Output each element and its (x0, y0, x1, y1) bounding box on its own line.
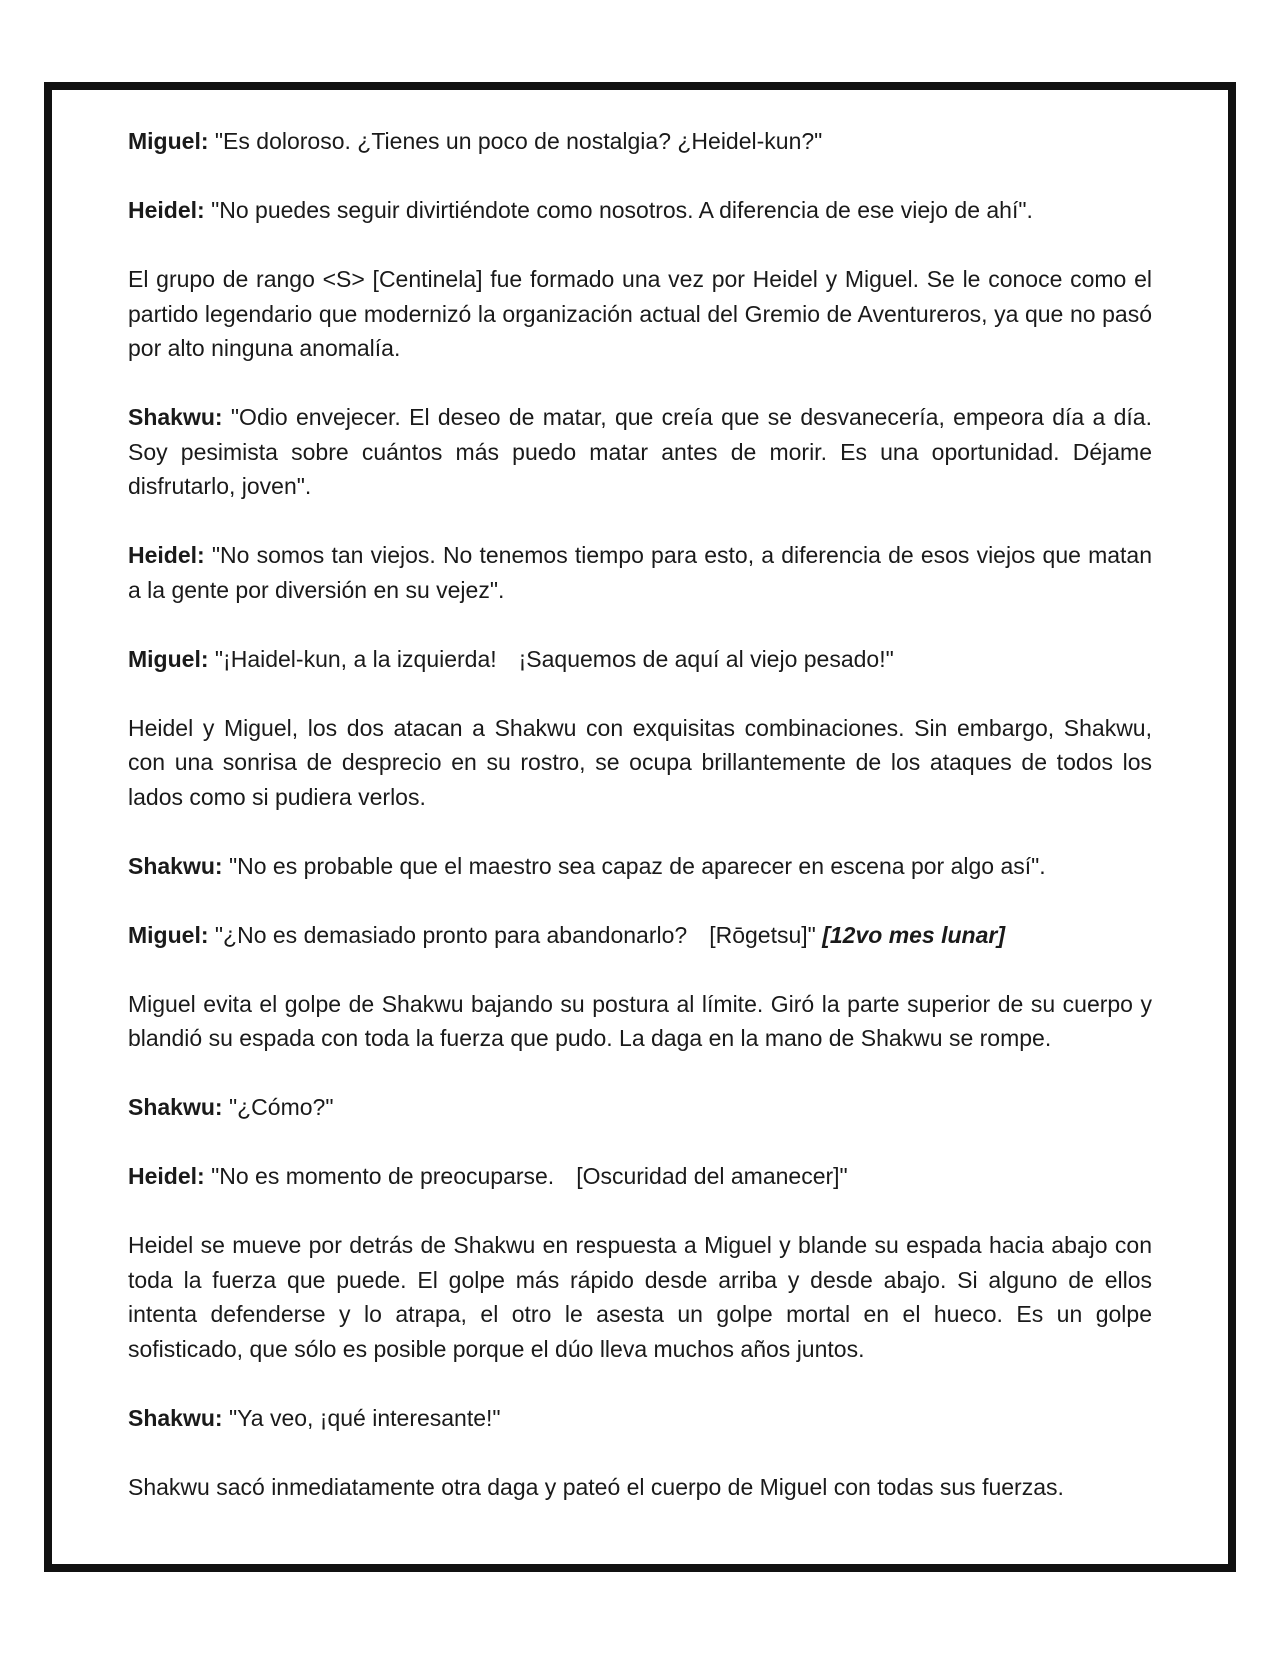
speaker-label: Shakwu: (128, 404, 223, 430)
paragraph-6 (128, 642, 1152, 677)
dialogue-text: "¿No es demasiado pronto para abandonarlo? (208, 921, 688, 948)
paragraph-8 (128, 849, 1152, 884)
dialogue-text: "No puedes seguir divirtiéndote como nosotros. A diferencia de ese viejo de ahí". (204, 197, 1033, 223)
speaker-label: Miguel: (128, 645, 209, 672)
speaker-label: Miguel: (128, 128, 209, 154)
dialogue-text: "Odio envejecer. El deseo de matar, que creía que se desvanecería, empeora día a día. Soy pesimista sobre cuántos más puedo matar antes de morir. Es una oportunidad. Déjame disfrutarlo, joven". (128, 404, 1152, 499)
dialogue-text: "¿Cómo?" (222, 1094, 334, 1120)
paragraph-13 (128, 1228, 1152, 1366)
paragraph-7 (128, 711, 1152, 815)
technique-name: [Oscuridad del amanecer]" (576, 1163, 848, 1189)
dialogue-text: "No somos tan viejos. No tenemos tiempo para esto, a diferencia de esos viejos que matan a la gente por diversión en su vejez". (128, 542, 1152, 603)
paragraph-4 (128, 400, 1152, 504)
paragraph-12 (128, 1159, 1152, 1194)
speaker-label: Heidel: (128, 1163, 205, 1189)
narration-text: Shakwu sacó inmediatamente otra daga y pateó el cuerpo de Miguel con todas sus fuerzas. (128, 1473, 1064, 1500)
speaker-label: Heidel: (128, 542, 205, 568)
dialogue-text: "No es momento de preocuparse. (204, 1163, 555, 1189)
paragraph-5 (128, 538, 1152, 607)
paragraph-2 (128, 193, 1152, 228)
paragraph-15 (128, 1470, 1152, 1505)
speaker-label: Shakwu: (128, 852, 223, 879)
paragraph-10 (128, 987, 1152, 1056)
narration-text: Heidel se mueve por detrás de Shakwu en respuesta a Miguel y blande su espada hacia abajo con toda la fuerza que puede. El golpe más rápido desde arriba y desde abajo. Si alguno de ellos intenta defenderse y lo atrapa, el otro le asesta un golpe mortal en el hueco. Es un golpe sofisticado, que sólo es posible porque el dúo lleva muchos años juntos. (128, 1232, 1152, 1362)
dialogue-text-continued: ¡Saquemos de aquí al viejo pesado!" (518, 645, 894, 672)
dialogue-text: "Ya veo, ¡qué interesante!" (222, 1404, 501, 1431)
paragraph-9 (128, 918, 1152, 953)
narration-text: Miguel evita el golpe de Shakwu bajando su postura al límite. Giró la parte superior de su cuerpo y blandió su espada con toda la fuerza que pudo. La daga en la mano de Shakwu se rompe. (128, 990, 1152, 1051)
technique-name: [Rōgetsu]" (709, 921, 823, 948)
dialogue-text: "No es probable que el maestro sea capaz de aparecer en escena por algo así". (222, 852, 1046, 879)
dialogue-text: "Es doloroso. ¿Tienes un poco de nostalgia? ¿Heidel-kun?" (208, 128, 823, 154)
document-body (128, 124, 1152, 1504)
dialogue-text: "¡Haidel-kun, a la izquierda! (208, 645, 497, 672)
speaker-label: Heidel: (128, 197, 205, 223)
narration-text: El grupo de rango <S> [Centinela] fue formado una vez por Heidel y Miguel. Se le conoce como el partido legendario que modernizó la organización actual del Gremio de Aventureros, ya que no pasó por alto ninguna anomalía. (128, 266, 1152, 361)
speaker-label: Shakwu: (128, 1404, 223, 1431)
paragraph-3 (128, 262, 1152, 366)
paragraph-11 (128, 1090, 1152, 1125)
narration-text: Heidel y Miguel, los dos atacan a Shakwu con exquisitas combinaciones. Sin embargo, Shakwu, con una sonrisa de desprecio en su rostro, se ocupa brillantemente de los ataques de todos los lados como si pudiera verlos. (128, 714, 1152, 810)
paragraph-1 (128, 124, 1152, 159)
speaker-label: Miguel: (128, 921, 209, 948)
paragraph-14 (128, 1401, 1152, 1436)
translator-note: [12vo mes lunar] (822, 921, 1006, 948)
speaker-label: Shakwu: (128, 1094, 223, 1120)
